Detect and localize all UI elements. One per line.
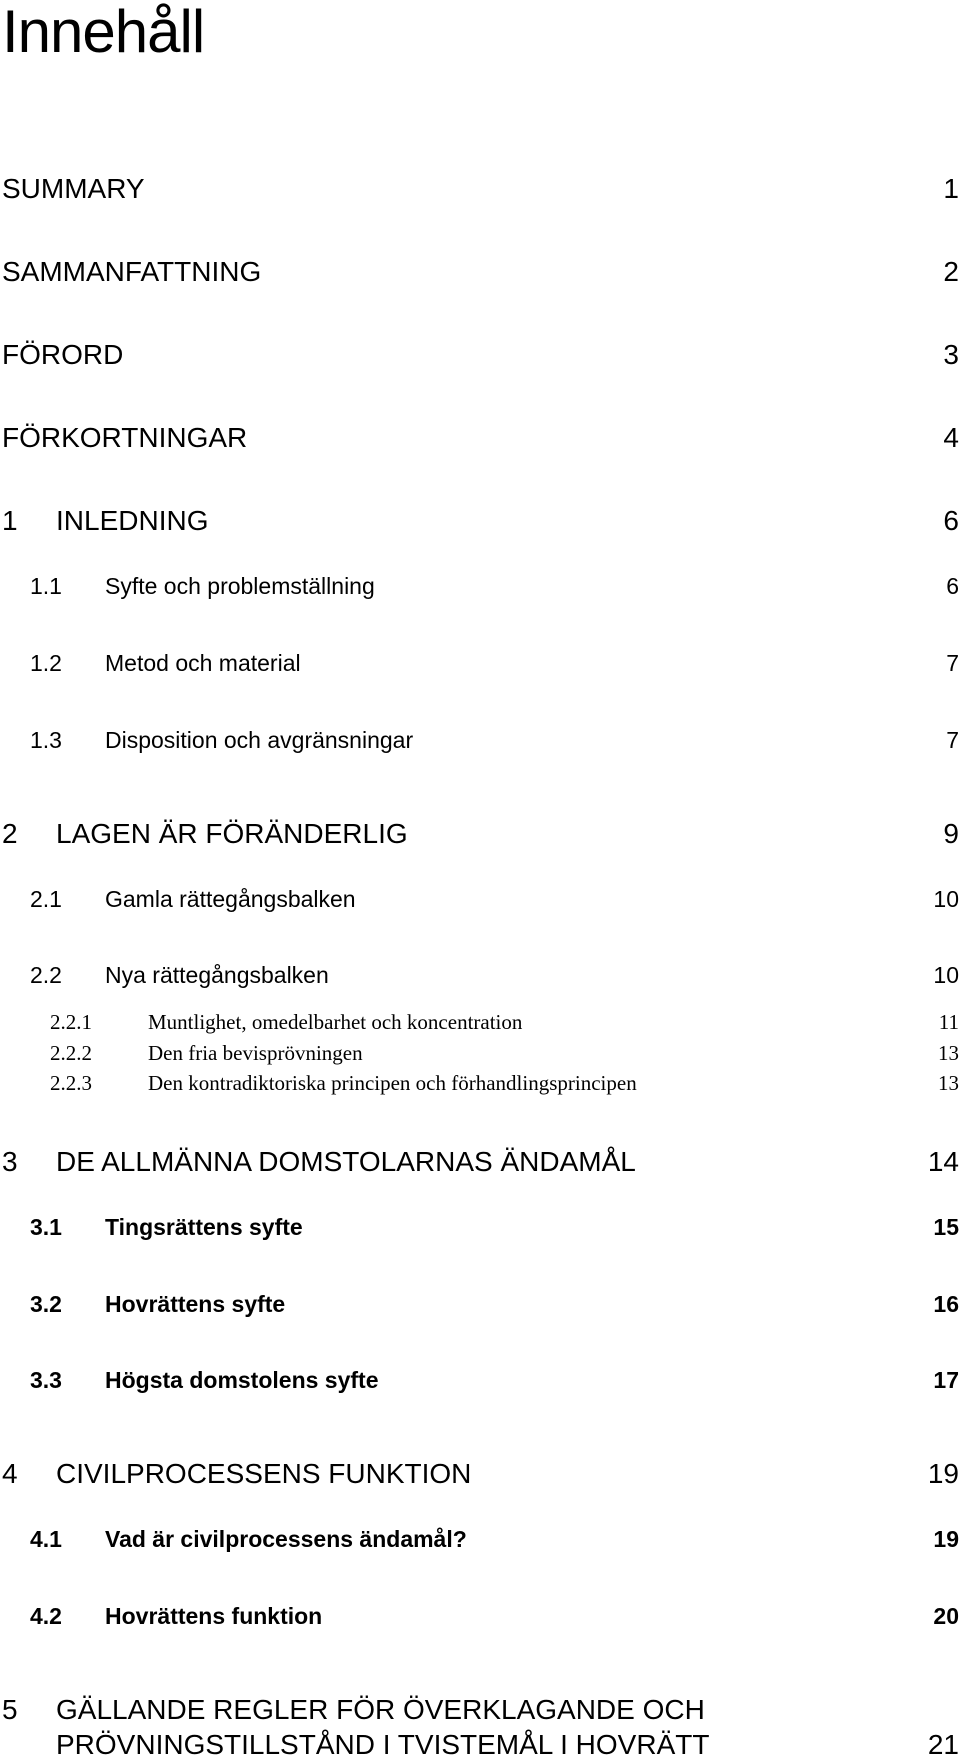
toc-entry-title: CIVILPROCESSENS FUNKTION (56, 1458, 472, 1489)
toc-page-number: 16 (933, 1291, 959, 1317)
toc-entry-number: 3.1 (30, 1214, 62, 1240)
toc-page-number: 13 (938, 1041, 959, 1065)
toc-page-number: 17 (933, 1367, 959, 1393)
toc-entry-number: 1.3 (30, 727, 62, 753)
toc-entry-title: Metod och material (105, 650, 301, 676)
toc-entry-number: 3 (2, 1146, 18, 1177)
toc-entry-title: FÖRKORTNINGAR (2, 422, 248, 453)
toc-page-number: 7 (946, 727, 959, 753)
toc-page-number: 6 (943, 505, 959, 536)
toc-entry-title: Disposition och avgränsningar (105, 727, 414, 753)
toc-entry-title: Den fria bevisprövningen (148, 1041, 363, 1065)
toc-entry-number: 3.3 (30, 1367, 62, 1393)
toc-entry-title: Hovrättens syfte (105, 1291, 286, 1317)
toc-entry-title: Muntlighet, omedelbarhet och koncentration (148, 1010, 523, 1034)
toc-entry-number: 4.2 (30, 1603, 62, 1629)
toc-page-number: 6 (946, 573, 959, 599)
toc-page-number: 7 (946, 650, 959, 676)
toc-page-number: 9 (943, 818, 959, 849)
toc-page-number: 13 (938, 1071, 959, 1095)
toc-entry-number: 2.2.2 (50, 1041, 92, 1065)
toc-entry-title: INLEDNING (56, 505, 209, 536)
toc-entry-title: Nya rättegångsbalken (105, 962, 329, 988)
toc-page-number: 21 (927, 1729, 959, 1760)
toc-page-number: 14 (927, 1146, 959, 1177)
toc-entry-title: GÄLLANDE REGLER FÖR ÖVERKLAGANDE OCH (56, 1694, 705, 1725)
toc-entry-title: Högsta domstolens syfte (105, 1367, 379, 1393)
toc-page-number: 3 (943, 339, 959, 370)
toc-entry-title: SUMMARY (2, 173, 145, 204)
toc-entry-title: LAGEN ÄR FÖRÄNDERLIG (56, 818, 408, 849)
toc-entry-title: FÖRORD (2, 339, 124, 370)
toc-entry-title: Den kontradiktoriska principen och förhandlingsprincipen (148, 1071, 637, 1095)
toc-entry-title: SAMMANFATTNING (2, 256, 262, 287)
toc-page-number: 19 (927, 1458, 959, 1489)
toc-page-number: 10 (933, 962, 959, 988)
toc-entry-number: 2.2 (30, 962, 62, 988)
toc-entry-title: Gamla rättegångsbalken (105, 886, 356, 912)
toc-entry-title: DE ALLMÄNNA DOMSTOLARNAS ÄNDAMÅL (56, 1146, 636, 1177)
toc-entry-title: Tingsrättens syfte (105, 1214, 303, 1240)
toc-page-number: 15 (933, 1214, 959, 1240)
toc-page-number: 19 (933, 1526, 959, 1552)
toc-entry-number: 2.2.1 (50, 1010, 92, 1034)
toc-entry-number: 1.1 (30, 573, 62, 599)
toc-entry-number: 4.1 (30, 1526, 62, 1552)
toc-page-number: 1 (943, 173, 959, 204)
toc-entry-title: Hovrättens funktion (105, 1603, 323, 1629)
toc-page-number: 2 (943, 256, 959, 287)
toc-page-number: 20 (933, 1603, 959, 1629)
toc-entry-number: 4 (2, 1458, 18, 1489)
toc-entry-number: 2 (2, 818, 18, 849)
toc-entry-number: 1.2 (30, 650, 62, 676)
toc-entry-number: 2.2.3 (50, 1071, 92, 1095)
toc-entry-number: 5 (2, 1694, 18, 1725)
toc-entry-number: 3.2 (30, 1291, 62, 1317)
toc-entry-number: 2.1 (30, 886, 62, 912)
toc-page-number: 10 (933, 886, 959, 912)
toc-entry-title: PRÖVNINGSTILLSTÅND I TVISTEMÅL I HOVRÄTT (56, 1729, 710, 1760)
toc-entry-title: Vad är civilprocessens ändamål? (105, 1526, 467, 1552)
toc-page-number: 4 (943, 422, 959, 453)
toc-page-number: 11 (938, 1010, 959, 1034)
toc-entry-number: 1 (2, 505, 18, 536)
page-title: Innehåll (2, 0, 205, 65)
toc-entry-title: Syfte och problemställning (105, 573, 375, 599)
